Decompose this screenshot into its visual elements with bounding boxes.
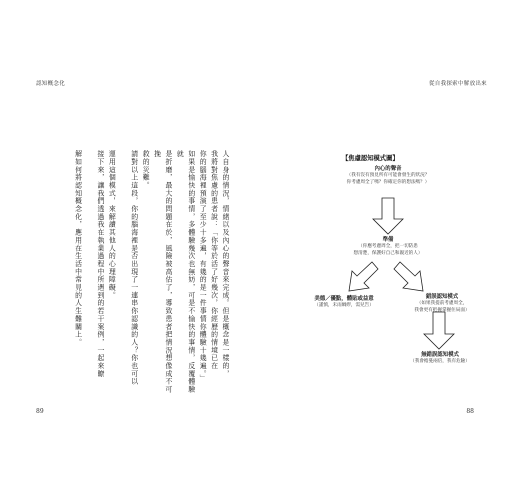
node-sub: （我有沒有預見所有可能會發生的狀況？ xyxy=(346,173,430,178)
text-line: 我將對焦慮的患者說：「你等於活了好幾次，你經歷的情境已在 xyxy=(209,150,218,370)
node-sub: （你應考慮周全，把一切防患 xyxy=(358,244,418,249)
node-sub: 你考慮周全了嗎？你確定你的想法嗎？） xyxy=(346,179,430,185)
node-title: 內心的聲音 xyxy=(374,166,402,172)
text-line: 運用這個模式，來解讀其他人的心理障礙。 xyxy=(107,150,116,300)
text-line: 人自身的情況，情緒以及內心的聲音來完成。但是概念是一樣的， xyxy=(221,150,229,378)
text-line: 救的災難。 xyxy=(141,150,150,190)
arrow-down-2 xyxy=(424,312,454,349)
node-sub: 想清楚，保護好自己和親近的人） xyxy=(353,250,423,256)
node-no-wrong-cognition xyxy=(396,351,484,366)
figure-title: 【焦慮認知模式圖】 xyxy=(342,155,399,162)
running-header-left: 認知概念化 xyxy=(36,81,66,87)
node-title: 無錯誤認知模式 xyxy=(421,352,459,358)
page-number-right: 88 xyxy=(466,408,474,415)
text-line: 接下來，讓我們透過我在執業過程中所遇到的若干案例，一起來瞭 xyxy=(95,150,104,378)
text-line: 請對以上這段，你的腦海裡是否出現了一連串你認識的人？你也可以 xyxy=(129,150,138,386)
node-sub: （如果我提前考慮周全， xyxy=(416,301,468,306)
text-line: 解如何將認知概念化，應用在生活中常見的人生難關上。 xyxy=(73,150,82,347)
text-line: 你的腦海裡預演了至少十多遍，有幾的是一件事情你體驗十幾遍。」 xyxy=(198,150,207,383)
node-preparation xyxy=(325,236,451,257)
node-wrong-cognition xyxy=(396,293,488,314)
node-sub: （我會擔憂兩倍，我有危險） xyxy=(410,359,470,364)
node-virtue xyxy=(298,295,390,310)
text-line: 如果是愉快的事情，多體驗幾次也無妨，可是不愉快的事情，反覆體驗就 xyxy=(175,150,195,394)
arrow-diag-right xyxy=(394,262,423,291)
arrow-down-1 xyxy=(373,198,403,234)
running-header-right: 從自我探索中解放出來 xyxy=(428,81,487,87)
node-sub: 我會更有把握掌握住局面） xyxy=(414,307,470,313)
node-title: 錯誤認知模式 xyxy=(425,294,459,300)
page-number-left: 89 xyxy=(36,408,44,415)
node-title: 準備 xyxy=(382,237,394,243)
node-title: 美德／優點，體貼或益意 xyxy=(314,296,374,302)
node-sub: （謹慎，未雨綢繆，需兒告） xyxy=(314,303,374,308)
arrow-diag-left xyxy=(349,262,378,291)
text-line: 是折磨，最大的問題在於，風險被高估了，導致患者把情況想像成不可挽 xyxy=(152,150,172,394)
node-inner-voice xyxy=(318,165,458,186)
